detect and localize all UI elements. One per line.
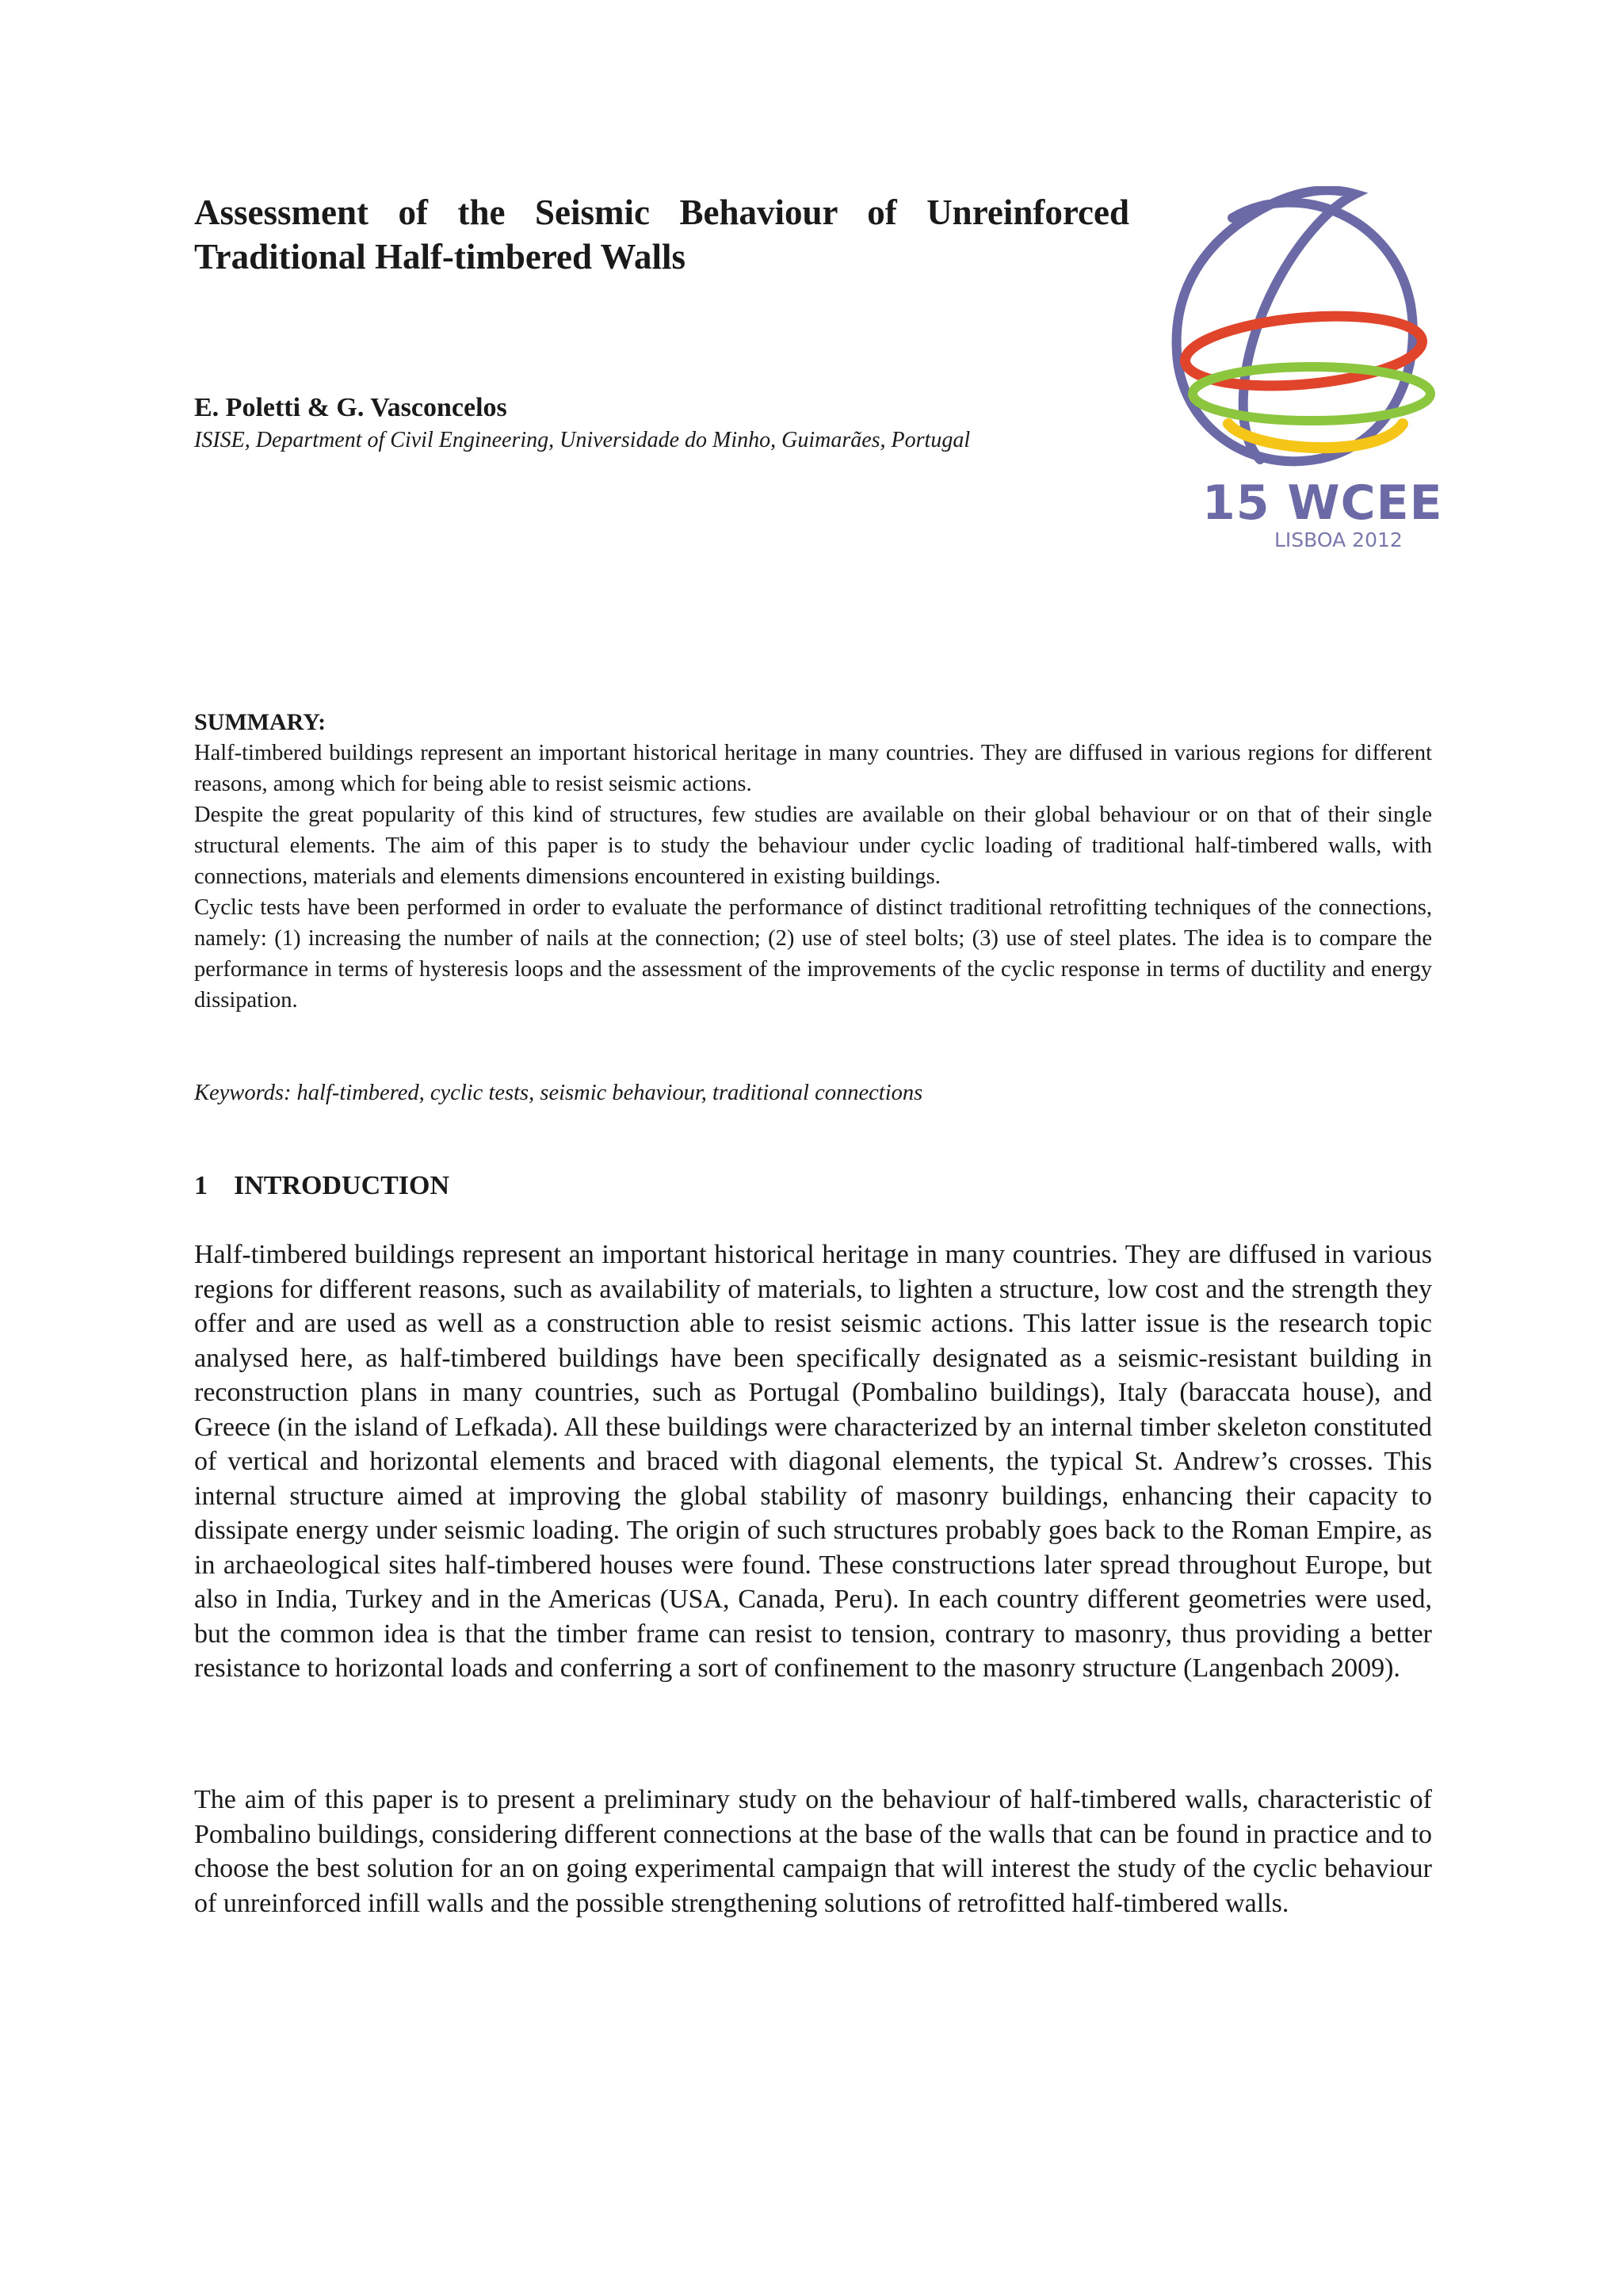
logo-title: 15 WCEE — [1202, 475, 1443, 531]
summary-heading: SUMMARY: — [194, 709, 327, 735]
paper-title: Assessment of the Seismic Behaviour of Unreinforced Traditional Half-timbered Walls — [194, 193, 1129, 277]
summary-paragraph: Cyclic tests have been performed in order to evaluate the performance of distinct traditional retrofitting techniques of the connections, namely: (1) increasing the number of nails at the connection; (2) use of steel bolts; (3) use of steel plates. The idea is to compare the performance in terms of hysteresis loops and the assessment of the improvements of the cyclic response in terms of ductility and energy dissipation. — [194, 895, 1432, 1013]
summary-section — [194, 707, 1432, 1016]
paper-affiliation: ISISE, Department of Civil Engineering, Universidade do Minho, Guimarães, Portugal — [194, 428, 971, 452]
summary-paragraph: Half-timbered buildings represent an important historical heritage in many countries. They are diffused in various regions for different reasons, among which for being able to resist seismic actions. — [194, 741, 1432, 796]
paper-authors: E. Poletti & G. Vasconcelos — [194, 393, 507, 422]
section-number: 1 — [194, 1171, 208, 1200]
section-title: INTRODUCTION — [234, 1171, 450, 1200]
keywords: Keywords: half-timbered, cyclic tests, seismic behaviour, traditional connections — [194, 1081, 923, 1105]
introduction-paragraph: Half-timbered buildings represent an important historical heritage in many countries. They are diffused in various regions for different reasons, such as availability of materials, to lighten a structure, low cost and the strength they offer and are used as well as a construction able to resist seismic actions. This latter issue is the research topic analysed here, as half-timbered buildings have been specifically designated as a seismic-resistant building in reconstruction plans in many countries, such as Portugal (Pombalino buildings), Italy (baraccata house), and Greece (in the island of Lefkada). All these buildings were characterized by an internal timber skeleton constituted of vertical and horizontal elements and braced with diagonal elements, the typical St. Andrew’s crosses. This internal structure aimed at improving the global stability of masonry buildings, enhancing their capacity to dissipate energy under seismic loading. The origin of such structures probably goes back to the Roman Empire, as in archaeological sites half-timbered houses were found. These constructions later spread throughout Europe, but also in India, Turkey and in the Americas (USA, Canada, Peru). In each country different geometries were used, but the common idea is that the timber frame can resist to tension, contrary to masonry, thus providing a better resistance to horizontal loads and conferring a sort of confinement to the masonry structure (Langenbach 2009). — [194, 1240, 1432, 1683]
logo-subtitle: LISBOA 2012 — [1274, 528, 1403, 551]
introduction-paragraph: The aim of this paper is to present a preliminary study on the behaviour of half-timbered walls, characteristic of Pombalino buildings, considering different connections at the base of the walls that can be found in practice and to choose the best solution for an on going experimental campaign that will interest the study of the cyclic behaviour of unreinforced infill walls and the possible strengthening solutions of retrofitted half-timbered walls. — [194, 1785, 1432, 1918]
section-heading-introduction — [194, 1171, 449, 1201]
summary-paragraph: Despite the great popularity of this kind of structures, few studies are available on their global behaviour or on that of their single structural elements. The aim of this paper is to study the behaviour under cyclic loading of traditional half-timbered walls, with connections, materials and elements dimensions encountered in existing buildings. — [194, 803, 1432, 889]
